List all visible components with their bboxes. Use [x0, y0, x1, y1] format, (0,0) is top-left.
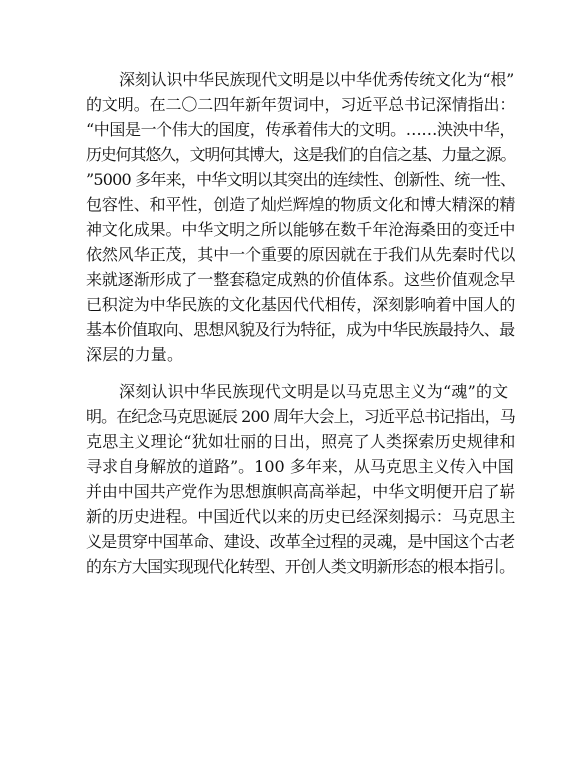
paragraph-line: 已积淀为中华民族的文化基因代代相传，深刻影响着中国人的: [86, 295, 516, 314]
paragraph-line: 深刻认识中华民族现代文明是以马克思主义为“魂”的文: [119, 382, 509, 401]
paragraph-line: ”5000 多年来，中华文明以其突出的连续性、创新性、统一性、: [86, 170, 516, 189]
paragraph-line: 寻求自身解放的道路”。100 多年来，从马克思主义传入中国: [86, 457, 514, 476]
paragraph-marxism-soul: [86, 379, 516, 579]
paragraph-line: 明。在纪念马克思诞辰 200 周年大会上，习近平总书记指出，马: [86, 407, 515, 426]
paragraph-line: 深层的力量。: [86, 345, 184, 364]
paragraph-line: 基本价值取向、思想风貌及行为特征，成为中华民族最持久、最: [86, 320, 515, 339]
paragraph-line: 的东方大国实现现代化转型、开创人类文明新形态的根本指引。: [86, 557, 515, 576]
paragraph-line: 历史何其悠久，文明何其博大，这是我们的自信之基、力量之源。: [86, 145, 516, 164]
paragraph-line: 义是贯穿中国革命、建设、改革全过程的灵魂，是中国这个古老: [86, 532, 515, 551]
paragraph-line: 来就逐渐形成了一整套稳定成熟的价值体系。这些价值观念早: [86, 270, 516, 289]
paragraph-line: 依然风华正茂，其中一个重要的原因就在于我们从先秦时代以: [86, 245, 516, 264]
paragraph-line: 新的历史进程。中国近代以来的历史已经深刻揭示：马克思主: [86, 507, 516, 526]
paragraph-line: “中国是一个伟大的国度，传承着伟大的文明。……泱泱中华，: [86, 120, 515, 139]
paragraph-line: 并由中国共产党作为思想旗帜高高举起，中华文明便开启了崭: [86, 482, 516, 501]
paragraph-roots-culture: [86, 67, 516, 367]
paragraph-line: 神文化成果。中华文明之所以能够在数千年沧海桑田的变迁中: [86, 220, 516, 239]
paragraph-line: 克思主义理论“犹如壮丽的日出，照亮了人类探索历史规律和: [86, 432, 516, 451]
paragraph-line: 深刻认识中华民族现代文明是以中华优秀传统文化为“根”: [119, 70, 515, 89]
paragraph-line: 的文明。在二〇二四年新年贺词中，习近平总书记深情指出：: [86, 95, 516, 114]
paragraph-line: 包容性、和平性，创造了灿烂辉煌的物质文化和博大精深的精: [86, 195, 516, 214]
